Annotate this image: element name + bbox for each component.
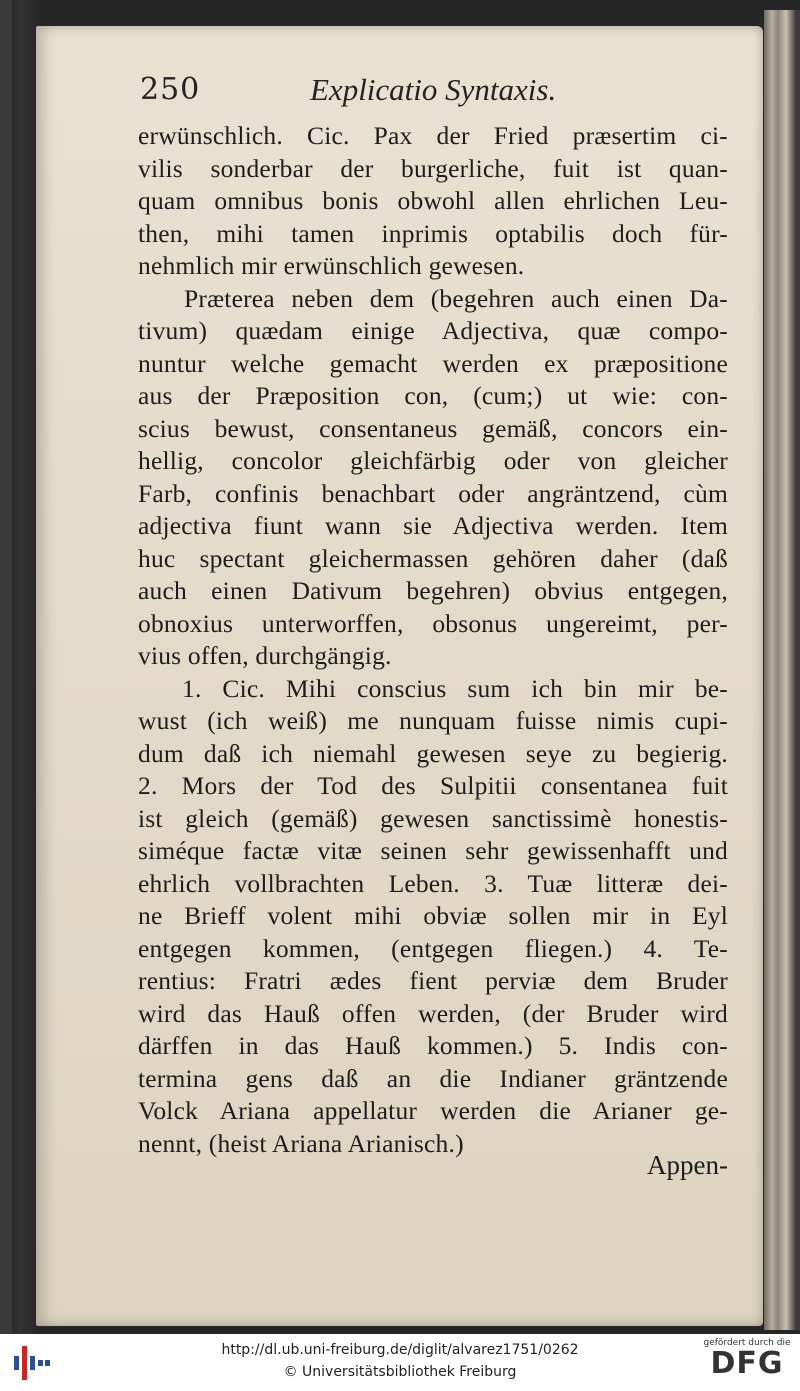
text-line: därffen in das Hauß kommen.) 5. Indis con- bbox=[138, 1031, 728, 1060]
text-line: then, mihi tamen inprimis optabilis doch für- bbox=[138, 218, 728, 248]
text-line: siméque factæ vitæ seinen sehr gewissenhafft und bbox=[138, 836, 728, 865]
text-line: nennt, (heist Ariana Arianisch.) bbox=[138, 1128, 464, 1158]
text-line: erwünschlich. Cic. Pax der Fried præsertim ci- bbox=[138, 121, 728, 150]
text-line: rentius: Fratri ædes fient perviæ dem Bruder bbox=[138, 966, 728, 995]
text-line: aus der Præposition con, (cum;) ut wie: con- bbox=[138, 381, 728, 410]
text-line: Præterea neben dem (begehren auch einen Da- bbox=[184, 283, 728, 313]
text-line: huc spectant gleichermassen gehören daher (daß bbox=[138, 543, 728, 573]
text-line: ne Brieff volent mihi obviæ sollen mir in Eyl bbox=[138, 901, 728, 930]
text-line: 1. Cic. Mihi conscius sum ich bin mir be- bbox=[182, 673, 728, 703]
text-line: quam omnibus bonis obwohl allen ehrlichen Leu- bbox=[138, 186, 728, 215]
text-line: nuntur welche gemacht werden ex præpositione bbox=[138, 348, 728, 378]
text-line: vius offen, durchgängig. bbox=[138, 641, 392, 670]
running-title: Explicatio Syntaxis. bbox=[310, 72, 557, 107]
catchword: Appen- bbox=[647, 1150, 728, 1180]
text-line: auch einen Dativum begehren) obvius entgegen, bbox=[138, 576, 728, 605]
page-edges bbox=[764, 10, 800, 1330]
text-line: scius bewust, consentaneus gemäß, concors ein- bbox=[138, 413, 728, 443]
text-line: ehrlich vollbrachten Leben. 3. Tuæ litteræ dei- bbox=[138, 868, 728, 898]
text-line: hellig, concolor gleichfärbig oder von gleicher bbox=[138, 446, 728, 475]
dfg-logo bbox=[702, 1336, 792, 1388]
text-line: wust (ich weiß) me nunquam fuisse nimis cupi- bbox=[138, 706, 728, 735]
text-line: obnoxius unterworffen, obsonus ungereimt, per- bbox=[138, 608, 728, 638]
copyright-notice: © Universitätsbibliothek Freiburg bbox=[283, 1364, 517, 1380]
page-number: 250 bbox=[140, 72, 201, 107]
book-spine bbox=[0, 0, 12, 1334]
text-line: dum daß ich niemahl gewesen seye zu begierig. bbox=[138, 738, 728, 768]
text-line: termina gens daß an die Indianer gräntzende bbox=[138, 1063, 728, 1093]
dfg-caption: gefördert durch die bbox=[703, 1338, 791, 1348]
viewer-footer bbox=[0, 1334, 800, 1391]
text-line: adjectiva fiunt wann sie Adjectiva werden. Item bbox=[138, 511, 728, 540]
text-line: tivum) quædam einige Adjectiva, quæ compo- bbox=[138, 316, 728, 345]
dfg-wordmark: DFG bbox=[710, 1346, 784, 1381]
text-line: vilis sonderbar der burgerliche, fuit ist quan- bbox=[138, 153, 728, 183]
body-text bbox=[138, 120, 728, 1160]
page-header bbox=[140, 72, 740, 112]
text-line: Volck Ariana appellatur werden die Arianer ge- bbox=[138, 1096, 728, 1125]
permalink[interactable]: http://dl.ub.uni-freiburg.de/diglit/alvarez1751/0262 bbox=[221, 1342, 579, 1358]
text-line: wird das Hauß offen werden, (der Bruder wird bbox=[138, 998, 728, 1028]
text-line: Farb, confinis benachbart oder angräntzend, cùm bbox=[138, 478, 728, 508]
text-line: ist gleich (gemäß) gewesen sanctissimè honestis- bbox=[138, 803, 728, 833]
text-line: 2. Mors der Tod des Sulpitii consentanea fuit bbox=[138, 771, 728, 800]
text-line: entgegen kommen, (entgegen fliegen.) 4. Te- bbox=[138, 933, 728, 963]
text-line: nehmlich mir erwünschlich gewesen. bbox=[138, 251, 525, 280]
